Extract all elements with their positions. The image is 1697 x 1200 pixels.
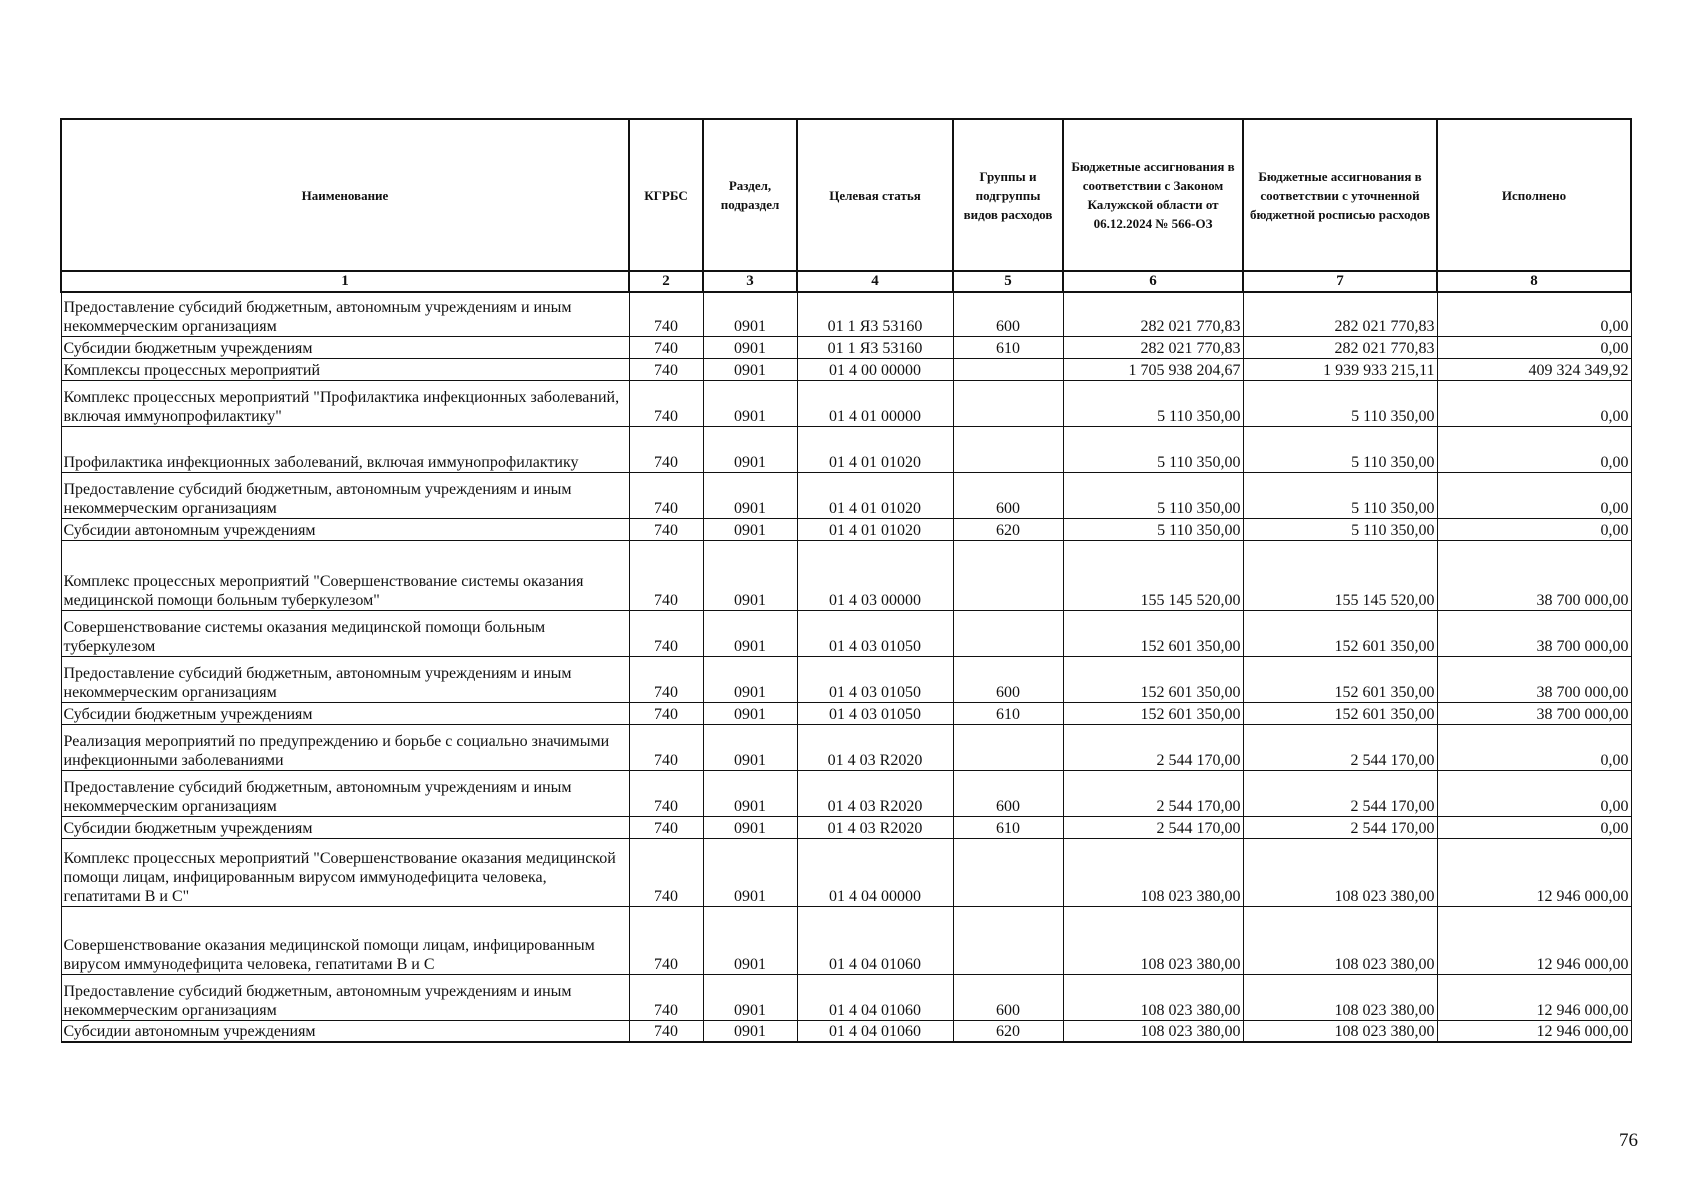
row-done-amount: 0,00: [1437, 426, 1631, 472]
row-law-amount: 108 023 380,00: [1063, 1020, 1243, 1042]
row-done-amount: 0,00: [1437, 336, 1631, 358]
row-rospis-amount: 108 023 380,00: [1243, 838, 1437, 906]
row-kgrbs: 740: [629, 540, 703, 610]
row-rospis-amount: 108 023 380,00: [1243, 974, 1437, 1020]
row-name: Предоставление субсидий бюджетным, автономным учреждениям и иным некоммерческим организациям: [61, 656, 629, 702]
row-gruppa: [953, 426, 1063, 472]
row-razdel: 0901: [703, 540, 797, 610]
row-law-amount: 282 021 770,83: [1063, 292, 1243, 336]
row-done-amount: 38 700 000,00: [1437, 610, 1631, 656]
row-gruppa: 610: [953, 336, 1063, 358]
row-statya: 01 4 00 00000: [797, 358, 953, 380]
row-razdel: 0901: [703, 380, 797, 426]
row-done-amount: 12 946 000,00: [1437, 1020, 1631, 1042]
row-razdel: 0901: [703, 1020, 797, 1042]
row-gruppa: 600: [953, 974, 1063, 1020]
column-number: 3: [703, 271, 797, 292]
row-razdel: 0901: [703, 838, 797, 906]
row-kgrbs: 740: [629, 702, 703, 724]
row-rospis-amount: 5 110 350,00: [1243, 518, 1437, 540]
row-law-amount: 152 601 350,00: [1063, 610, 1243, 656]
row-kgrbs: 740: [629, 724, 703, 770]
table-row: [61, 472, 1631, 518]
row-done-amount: 0,00: [1437, 472, 1631, 518]
row-law-amount: 108 023 380,00: [1063, 974, 1243, 1020]
row-razdel: 0901: [703, 292, 797, 336]
row-done-amount: 0,00: [1437, 292, 1631, 336]
table-row: [61, 906, 1631, 974]
row-name: Субсидии бюджетным учреждениям: [61, 336, 629, 358]
row-kgrbs: 740: [629, 336, 703, 358]
row-rospis-amount: 152 601 350,00: [1243, 610, 1437, 656]
row-statya: 01 4 01 01020: [797, 518, 953, 540]
table-row: [61, 656, 1631, 702]
row-name: Предоставление субсидий бюджетным, автономным учреждениям и иным некоммерческим организациям: [61, 974, 629, 1020]
row-razdel: 0901: [703, 770, 797, 816]
table-row: [61, 770, 1631, 816]
header-name: Наименование: [61, 119, 629, 271]
table-row: [61, 838, 1631, 906]
row-statya: 01 4 01 01020: [797, 472, 953, 518]
row-razdel: 0901: [703, 426, 797, 472]
row-name: Профилактика инфекционных заболеваний, включая иммунопрофилактику: [61, 426, 629, 472]
row-rospis-amount: 152 601 350,00: [1243, 656, 1437, 702]
row-name: Совершенствование системы оказания медицинской помощи больным туберкулезом: [61, 610, 629, 656]
row-rospis-amount: 282 021 770,83: [1243, 336, 1437, 358]
table-row: [61, 816, 1631, 838]
row-statya: 01 4 03 01050: [797, 610, 953, 656]
row-name: Совершенствование оказания медицинской помощи лицам, инфицированным вирусом иммунодефицита человека, гепатитами В и С: [61, 906, 629, 974]
row-gruppa: 620: [953, 518, 1063, 540]
row-kgrbs: 740: [629, 610, 703, 656]
row-kgrbs: 740: [629, 770, 703, 816]
row-kgrbs: 740: [629, 974, 703, 1020]
row-law-amount: 152 601 350,00: [1063, 702, 1243, 724]
table-row: [61, 358, 1631, 380]
row-rospis-amount: 2 544 170,00: [1243, 816, 1437, 838]
row-gruppa: [953, 380, 1063, 426]
row-name: Реализация мероприятий по предупреждению и борьбе с социально значимыми инфекционными заболеваниями: [61, 724, 629, 770]
row-name: Субсидии автономным учреждениям: [61, 1020, 629, 1042]
row-name: Субсидии бюджетным учреждениям: [61, 702, 629, 724]
row-rospis-amount: 155 145 520,00: [1243, 540, 1437, 610]
row-razdel: 0901: [703, 336, 797, 358]
row-done-amount: 409 324 349,92: [1437, 358, 1631, 380]
table-row: [61, 426, 1631, 472]
table-row: [61, 610, 1631, 656]
row-gruppa: 600: [953, 292, 1063, 336]
header-gruppa: Группы и подгруппы видов расходов: [953, 119, 1063, 271]
budget-table: [60, 118, 1632, 1043]
row-gruppa: [953, 724, 1063, 770]
row-razdel: 0901: [703, 610, 797, 656]
row-kgrbs: 740: [629, 1020, 703, 1042]
row-rospis-amount: 2 544 170,00: [1243, 770, 1437, 816]
row-kgrbs: 740: [629, 292, 703, 336]
table-row: [61, 1020, 1631, 1042]
header-statya: Целевая статья: [797, 119, 953, 271]
column-number: 1: [61, 271, 629, 292]
row-law-amount: 282 021 770,83: [1063, 336, 1243, 358]
row-gruppa: [953, 540, 1063, 610]
row-name: Предоставление субсидий бюджетным, автономным учреждениям и иным некоммерческим организациям: [61, 292, 629, 336]
row-razdel: 0901: [703, 358, 797, 380]
header-law: Бюджетные ассигнования в соответствии с Законом Калужской области от 06.12.2024 № 566-ОЗ: [1063, 119, 1243, 271]
row-gruppa: 610: [953, 702, 1063, 724]
row-razdel: 0901: [703, 472, 797, 518]
row-gruppa: [953, 610, 1063, 656]
row-done-amount: 0,00: [1437, 518, 1631, 540]
row-gruppa: 600: [953, 770, 1063, 816]
table-body: [61, 292, 1631, 1042]
row-gruppa: 620: [953, 1020, 1063, 1042]
row-kgrbs: 740: [629, 518, 703, 540]
row-razdel: 0901: [703, 724, 797, 770]
table-row: [61, 702, 1631, 724]
row-name: Субсидии автономным учреждениям: [61, 518, 629, 540]
table-row: [61, 336, 1631, 358]
row-done-amount: 0,00: [1437, 816, 1631, 838]
table-row: [61, 724, 1631, 770]
table-row: [61, 292, 1631, 336]
row-razdel: 0901: [703, 906, 797, 974]
row-statya: 01 1 Я3 53160: [797, 336, 953, 358]
row-name: Предоставление субсидий бюджетным, автономным учреждениям и иным некоммерческим организациям: [61, 770, 629, 816]
row-kgrbs: 740: [629, 426, 703, 472]
row-done-amount: 12 946 000,00: [1437, 974, 1631, 1020]
row-kgrbs: 740: [629, 358, 703, 380]
row-law-amount: 155 145 520,00: [1063, 540, 1243, 610]
row-rospis-amount: 152 601 350,00: [1243, 702, 1437, 724]
row-done-amount: 12 946 000,00: [1437, 906, 1631, 974]
row-name: Комплексы процессных мероприятий: [61, 358, 629, 380]
row-statya: 01 4 03 R2020: [797, 770, 953, 816]
row-law-amount: 5 110 350,00: [1063, 426, 1243, 472]
row-rospis-amount: 1 939 933 215,11: [1243, 358, 1437, 380]
row-statya: 01 4 01 00000: [797, 380, 953, 426]
header-done: Исполнено: [1437, 119, 1631, 271]
row-law-amount: 2 544 170,00: [1063, 770, 1243, 816]
row-gruppa: 600: [953, 656, 1063, 702]
table-row: [61, 974, 1631, 1020]
row-law-amount: 2 544 170,00: [1063, 816, 1243, 838]
row-done-amount: 38 700 000,00: [1437, 540, 1631, 610]
row-gruppa: 600: [953, 472, 1063, 518]
row-razdel: 0901: [703, 702, 797, 724]
row-rospis-amount: 282 021 770,83: [1243, 292, 1437, 336]
row-razdel: 0901: [703, 974, 797, 1020]
row-kgrbs: 740: [629, 838, 703, 906]
row-razdel: 0901: [703, 656, 797, 702]
row-law-amount: 152 601 350,00: [1063, 656, 1243, 702]
row-gruppa: 610: [953, 816, 1063, 838]
row-kgrbs: 740: [629, 906, 703, 974]
row-law-amount: 5 110 350,00: [1063, 380, 1243, 426]
header-kgrbs: КГРБС: [629, 119, 703, 271]
row-statya: 01 4 04 01060: [797, 974, 953, 1020]
row-name: Комплекс процессных мероприятий "Совершенствование оказания медицинской помощи лицам, инфицированным вирусом иммунодефицита человека, гепатитами В и С": [61, 838, 629, 906]
row-statya: 01 4 01 01020: [797, 426, 953, 472]
row-law-amount: 5 110 350,00: [1063, 472, 1243, 518]
row-statya: 01 1 Я3 53160: [797, 292, 953, 336]
header-rospis: Бюджетные ассигнования в соответствии с уточненной бюджетной росписью расходов: [1243, 119, 1437, 271]
row-law-amount: 108 023 380,00: [1063, 906, 1243, 974]
row-rospis-amount: 5 110 350,00: [1243, 380, 1437, 426]
row-law-amount: 1 705 938 204,67: [1063, 358, 1243, 380]
row-done-amount: 0,00: [1437, 380, 1631, 426]
row-rospis-amount: 108 023 380,00: [1243, 906, 1437, 974]
table-row: [61, 540, 1631, 610]
page-number: 76: [1619, 1130, 1638, 1151]
row-statya: 01 4 03 00000: [797, 540, 953, 610]
row-law-amount: 2 544 170,00: [1063, 724, 1243, 770]
row-statya: 01 4 04 01060: [797, 906, 953, 974]
row-statya: 01 4 04 01060: [797, 1020, 953, 1042]
row-name: Комплекс процессных мероприятий "Совершенствование системы оказания медицинской помощи больным туберкулезом": [61, 540, 629, 610]
table-row: [61, 380, 1631, 426]
row-done-amount: 0,00: [1437, 770, 1631, 816]
row-statya: 01 4 03 01050: [797, 702, 953, 724]
row-statya: 01 4 04 00000: [797, 838, 953, 906]
row-razdel: 0901: [703, 518, 797, 540]
row-kgrbs: 740: [629, 380, 703, 426]
row-rospis-amount: 2 544 170,00: [1243, 724, 1437, 770]
row-gruppa: [953, 358, 1063, 380]
row-name: Субсидии бюджетным учреждениям: [61, 816, 629, 838]
column-number: 5: [953, 271, 1063, 292]
column-number: 7: [1243, 271, 1437, 292]
row-kgrbs: 740: [629, 472, 703, 518]
header-razdel: Раздел, подраздел: [703, 119, 797, 271]
row-done-amount: 38 700 000,00: [1437, 702, 1631, 724]
row-statya: 01 4 03 01050: [797, 656, 953, 702]
row-law-amount: 108 023 380,00: [1063, 838, 1243, 906]
row-rospis-amount: 108 023 380,00: [1243, 1020, 1437, 1042]
row-razdel: 0901: [703, 816, 797, 838]
budget-table-container: [60, 118, 1632, 1043]
row-law-amount: 5 110 350,00: [1063, 518, 1243, 540]
column-number: 2: [629, 271, 703, 292]
row-done-amount: 12 946 000,00: [1437, 838, 1631, 906]
row-kgrbs: 740: [629, 656, 703, 702]
row-rospis-amount: 5 110 350,00: [1243, 426, 1437, 472]
row-statya: 01 4 03 R2020: [797, 724, 953, 770]
row-name: Предоставление субсидий бюджетным, автономным учреждениям и иным некоммерческим организациям: [61, 472, 629, 518]
row-done-amount: 38 700 000,00: [1437, 656, 1631, 702]
row-rospis-amount: 5 110 350,00: [1243, 472, 1437, 518]
column-number: 4: [797, 271, 953, 292]
row-kgrbs: 740: [629, 816, 703, 838]
row-gruppa: [953, 838, 1063, 906]
row-statya: 01 4 03 R2020: [797, 816, 953, 838]
row-gruppa: [953, 906, 1063, 974]
column-number: 6: [1063, 271, 1243, 292]
table-row: [61, 518, 1631, 540]
row-done-amount: 0,00: [1437, 724, 1631, 770]
row-name: Комплекс процессных мероприятий "Профилактика инфекционных заболеваний, включая иммунопрофилактику": [61, 380, 629, 426]
column-number: 8: [1437, 271, 1631, 292]
